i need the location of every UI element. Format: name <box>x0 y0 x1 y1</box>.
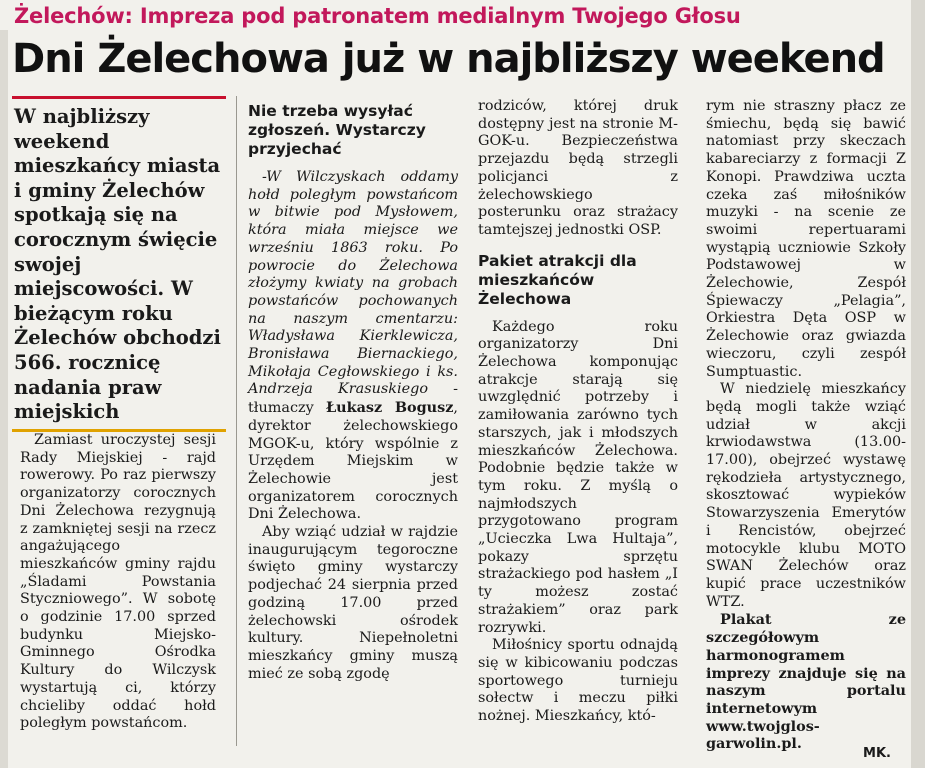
col1-paragraph: Zamiast uroczystej sesji Rady Miejskiej - rajd rowerowy. Po raz pierwszy organizatorzy corocznych Dni Żelechowa rezygnują z zamkniętej sesji na rzecz angażującego mieszkańców gminy rajdu „Śladami Powstania Styczniowego”. W sobotę o godzinie 17.00 sprzed budynku Miejsko-Gminnego Ośrodka Kultury do Wilczysk wystartują ci, którzy chcieliby oddać hołd poległym powstańcom. <box>20 432 216 732</box>
col4-paragraph-1: rym nie straszny płacz ze śmiechu, będą się bawić natomiast przy skeczach kabareciarzy z formacji Z Konopi. Prawdziwa uczta czeka zaś miłośników muzyki - na scenie ze swoimi repertuarami wystąpią uczniowie Szkoły Podstawowej w Żelechowie, Zespół Śpiewaczy „Pelagia”, Orkiestra Dęta OSP w Żelechowie oraz gwiazda wieczoru, czyli zespół Sumptuastic. <box>706 98 906 380</box>
column-2 <box>248 100 458 683</box>
column-4 <box>706 98 906 753</box>
quote-attribution-pre: -tłumaczy <box>248 381 458 417</box>
adjacent-page-right-edge <box>911 0 925 768</box>
col2-paragraph-2: Aby wziąć udział w rajdzie inaugurującym tegoroczne święto gminy wystarczy podjechać 24 sierpnia przed godziną 17.00 przed żelechowski ośrodek kultury. Niepełnoletni mieszkańcy gminy muszą mieć ze sobą zgodę <box>248 524 458 682</box>
col4-closing-note: Plakat ze szczegółowym harmonogramem imprezy znajduje się na naszym portalu internetowym www.twojglos-garwolin.pl. <box>706 611 906 753</box>
subhead-no-registration: Nie trzeba wysyłać zgłoszeń. Wystarczy przyjechać <box>248 102 426 158</box>
column-divider <box>236 96 237 746</box>
col3-paragraph-3: Miłośnicy sportu odnajdą się w kibicowaniu podczas sportowego turnieju sołectw i meczu piłki nożnej. Mieszkańcy, któ- <box>478 637 678 725</box>
lead-box <box>12 96 226 432</box>
author-signature: MK. <box>863 746 891 761</box>
quote-paragraph <box>248 169 458 524</box>
column-3 <box>478 98 678 726</box>
column-1 <box>20 432 216 733</box>
col3-paragraph-2: Każdego roku organizatorzy Dni Żelechowa komponując atrakcje starają się uwzględnić potrzeby i zamiłowania zarówno tych starszych, jak i młodszych mieszkańców Żelechowa. Podobnie będzie także w tym roku. Z myślą o najmłodszych przygotowano program „Ucieczka Lwa Hultaja”, pokazy sprzętu strażackiego pod hasłem „I ty możesz zostać strażakiem” oraz park rozrywki. <box>478 318 678 636</box>
article-headline: Dni Żelechowa już w najbliższy weekend <box>12 36 885 82</box>
article-kicker: Żelechów: Impreza pod patronatem medialnym Twojego Głosu <box>14 4 741 28</box>
col3-paragraph-1: rodziców, której druk dostępny jest na stronie M-GOK-u. Bezpieczeństwa przejazdu będą strzegli policjanci z żelechowskiego posterunku oraz strażacy tamtejszej jednostki OSP. <box>478 98 678 238</box>
col4-paragraph-2: W niedzielę mieszkańcy będą mogli także wziąć udział w akcji krwiodawstwa (13.00-17.00), obejrzeć wystawę rękodzieła artystycznego, skosztować wypieków Stowarzyszenia Emerytów i Rencistów, obejrzeć motocykle klubu MOTO SWAN Żelechów oraz kupić prace uczestników WTZ. <box>706 381 906 610</box>
subhead-attractions: Pakiet atrakcji dla mieszkańców Żelechowa <box>478 251 637 308</box>
adjacent-page-left-edge <box>0 30 8 768</box>
quote-attribution-post: , dyrektor żelechowskiego MGOK-u, który wspólnie z Urzędem Miejskim w Żelechowie jest organizatorem corocznych Dni Żelechowa. <box>248 400 458 523</box>
quote-italic: -W Wilczyskach oddamy hołd poległym powstańcom w bitwie pod Mysłowem, która miała miejsce we wrześniu 1863 roku. Po powrocie do Żelechowa złożymy kwiaty na grobach powstańców pochowanych na naszym cmentarzu: Władysława Kierklewicza, Bronisława Biernackiego, Mikołaja Cegłowskiego i ks. Andrzeja Krasuskiego <box>248 169 458 398</box>
quote-speaker-name: Łukasz Bogusz <box>325 399 454 417</box>
lead-paragraph: W najbliższy weekend mieszkańcy miasta i gminy Żelechów spotkają się na corocznym święcie swojej miejscowości. W bieżącym roku Żelechów obchodzi 566. rocznicę nadania praw miejskich <box>14 105 221 424</box>
